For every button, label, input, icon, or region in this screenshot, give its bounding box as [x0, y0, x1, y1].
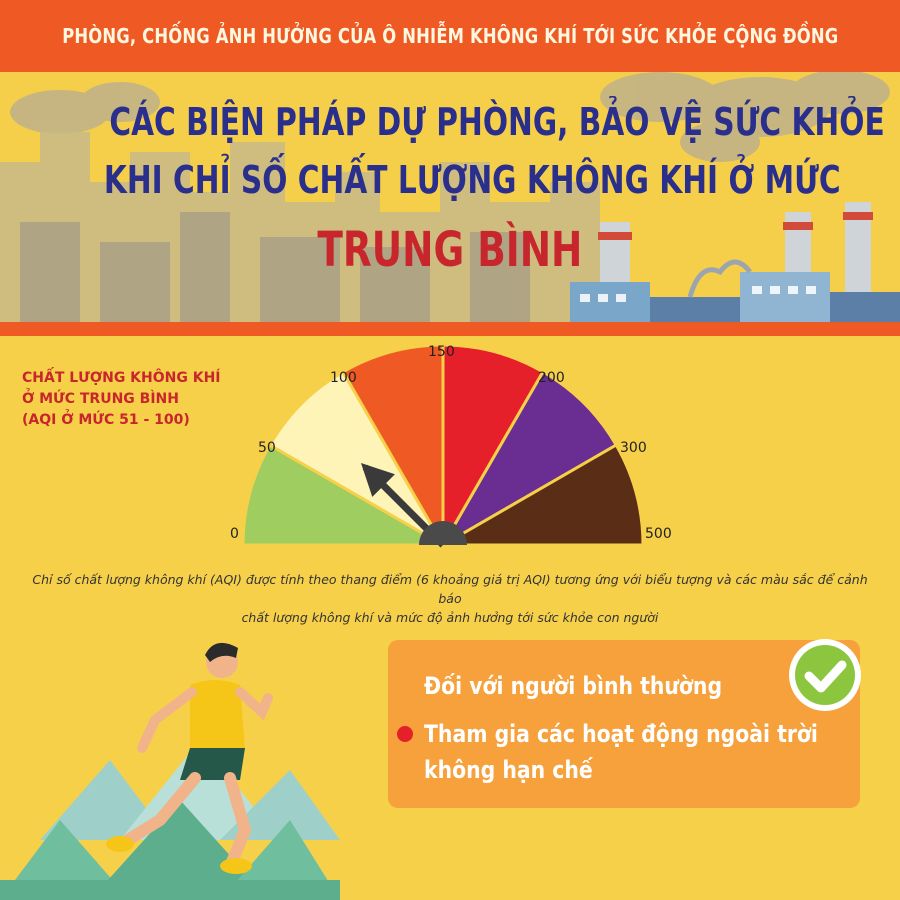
aqi-label-line-3: (AQI Ở MỨC 51 - 100) [22, 412, 190, 428]
aqi-label-line-1: CHẤT LƯỢNG KHÔNG KHÍ [22, 370, 221, 386]
gauge-tick-150: 150 [428, 344, 455, 360]
gauge-tick-100: 100 [330, 370, 357, 386]
gauge-tick-0: 0 [230, 526, 239, 542]
card-advice-text [424, 716, 887, 788]
aqi-label-line-2: Ở MỨC TRUNG BÌNH [22, 391, 179, 407]
title-line-1: CÁC BIỆN PHÁP DỰ PHÒNG, BẢO VỆ SỨC KHỎE [109, 100, 885, 144]
card-text-line-1: Tham gia các hoạt động ngoài trời [424, 720, 818, 748]
runner-illustration [0, 600, 340, 900]
gauge-tick-50: 50 [258, 440, 276, 456]
mountains [0, 740, 340, 900]
caption-line-2: chất lượng không khí và mức độ ảnh hưởng tới sức khỏe con người [241, 610, 659, 625]
gauge-tick-500: 500 [645, 526, 672, 542]
bullet-dot-icon [397, 726, 413, 742]
checkmark-icon [782, 632, 868, 718]
card-text-line-2: không hạn chế [424, 756, 593, 784]
card-title: Đối với người bình thường [424, 672, 723, 700]
title-level: TRUNG BÌNH [317, 222, 583, 278]
caption-line-1: Chỉ số chất lượng không khí (AQI) được tính theo thang điểm (6 khoảng giá trị AQI) tương ứng với biểu tượng và các màu sắc để cảnh báo [32, 572, 868, 606]
banner-text: PHÒNG, CHỐNG ẢNH HƯỞNG CỦA Ô NHIỄM KHÔNG KHÍ TỚI SỨC KHỎE CỘNG ĐỒNG [61, 24, 839, 48]
gauge-tick-200: 200 [538, 370, 565, 386]
title-line-2: KHI CHỈ SỐ CHẤT LƯỢNG KHÔNG KHÍ Ở MỨC [103, 158, 841, 202]
gauge-tick-300: 300 [620, 440, 647, 456]
